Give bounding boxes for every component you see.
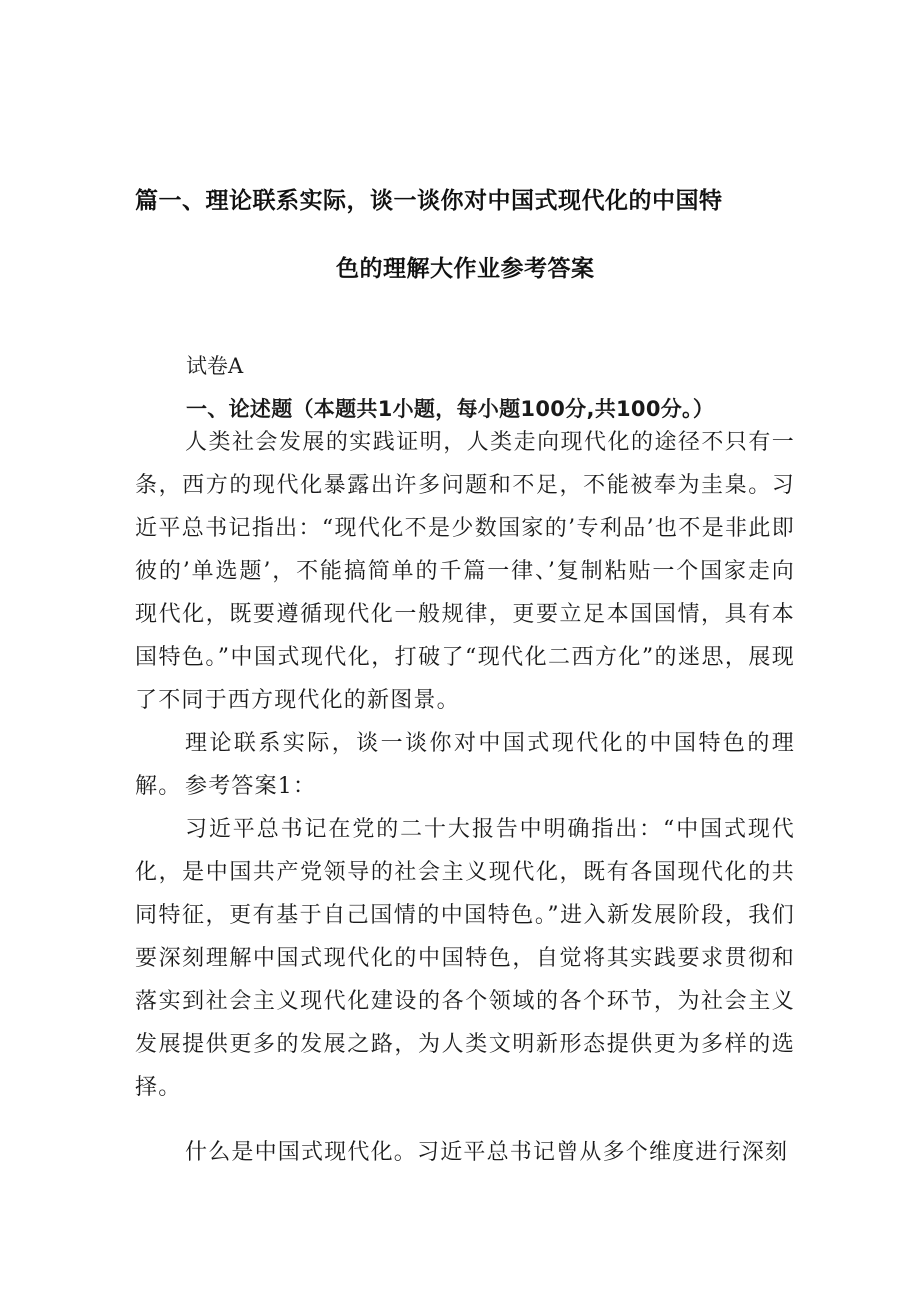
section-heading: 一、论述题（本题共1小题，每小题100分,共100分。） — [186, 397, 715, 421]
document-title-line-1: 篇一、理论联系实际，谈一谈你对中国式现代化的中国特 — [135, 188, 723, 214]
answer-label: 参考答案1： — [185, 774, 317, 799]
body-paragraph: 人类社会发展的实践证明，人类走向现代化的途径不只有一条，西方的现代化暴露出许多问题和不足，不能被奉为圭臬。习近平总书记指出：“现代化不是少数国家的’专利品’也不是非此即彼的’单选题’，不能搞简单的千篇一律、’复制粘贴一个国家走向现代化，既要遵循现代化一般规律，更要立足本国国情，具有本国特色。”中国式现代化，打破了“现代化二西方化”的迷思，展现了不同于西方现代化的新图景。 — [135, 430, 795, 713]
continuation-paragraph: 什么是中国式现代化。习近平总书记曾从多个维度进行深刻 — [185, 1140, 789, 1165]
answer-paragraph: 习近平总书记在党的二十大报告中明确指出：“中国式现代化，是中国共产党领导的社会主义现代化，既有各国现代化的共同特征，更有基于自己国情的中国特色。”进入新发展阶段，我们要深刻理解中国式现代化的中国特色，自觉将其实践要求贯彻和落实到社会主义现代化建设的各个领域的各个环节，为社会主义发展提供更多的发展之路，为人类文明新形态提供更为多样的选择。 — [135, 817, 795, 1100]
document-title-line-2: 色的理解大作业参考答案 — [336, 256, 595, 282]
paper-label: 试卷A — [186, 354, 244, 378]
question-paragraph: 理论联系实际，谈一谈你对中国式现代化的中国特色的理解。 — [135, 731, 795, 799]
